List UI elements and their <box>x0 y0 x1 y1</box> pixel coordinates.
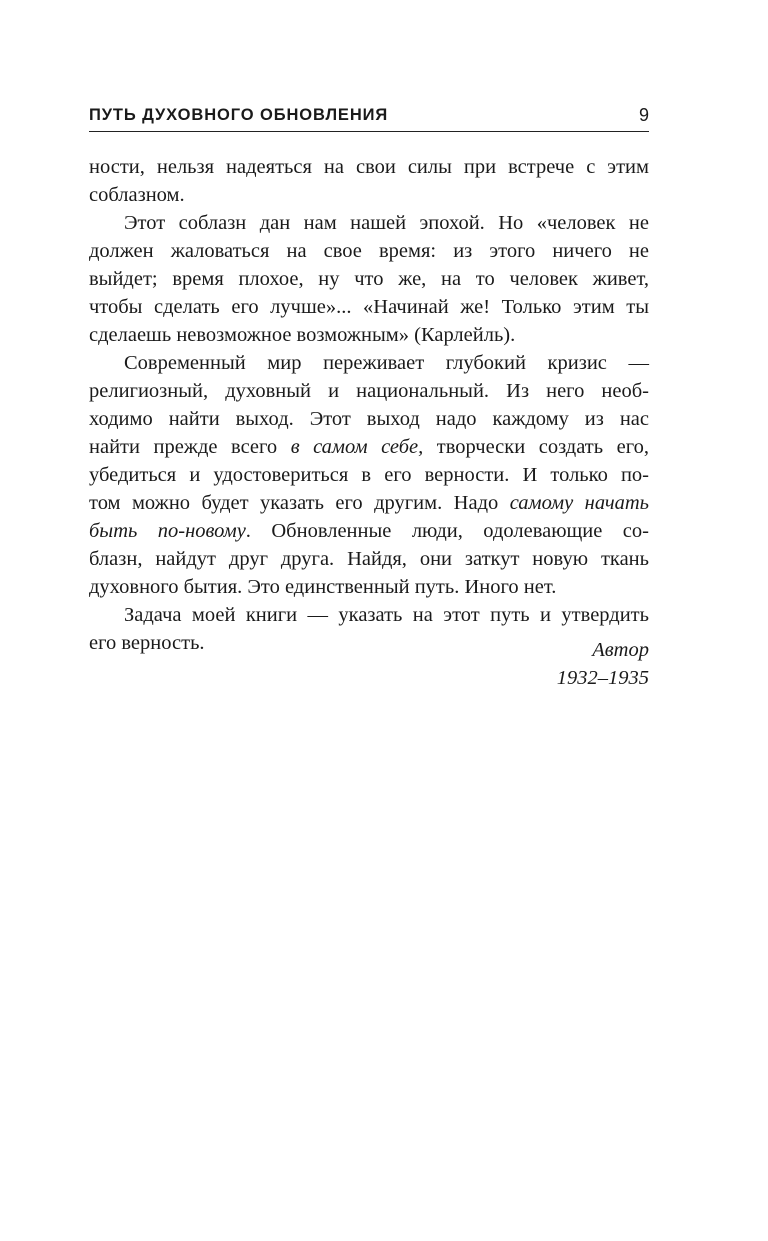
emphasis-text: самому начать <box>509 492 649 514</box>
text-line: выйдет; время плохое, ну что же, на то человек живет, <box>89 268 649 290</box>
text-segment: том можно будет указать его другим. Надо <box>89 492 510 514</box>
text-line: соблазном. <box>89 184 185 206</box>
text-line: ходимо найти выход. Этот выход надо каждому из нас <box>89 408 649 430</box>
signature-years: 1932–1935 <box>556 667 649 689</box>
text-line-with-emphasis <box>89 489 649 517</box>
signature-block <box>557 636 649 692</box>
text-line: его верность. <box>89 632 205 654</box>
text-line: Этот соблазн дан нам нашей эпохой. Но «человек не <box>124 212 649 234</box>
text-line: чтобы сделать его лучше»... «Начинай же! Только этим ты <box>89 296 649 318</box>
text-line: блазн, найдут друг друга. Найдя, они заткут новую ткань <box>89 548 649 570</box>
text-line-with-emphasis <box>89 433 649 461</box>
signature-author: Автор <box>592 639 649 661</box>
text-line: должен жаловаться на свое время: из этого ничего не <box>89 240 649 262</box>
page-number: 9 <box>638 105 649 125</box>
header-rule <box>89 131 649 132</box>
text-line: сделаешь невозможное возможным» (Карлейль). <box>89 324 516 346</box>
text-segment: . Обновленные люди, одолевающие со- <box>245 520 649 542</box>
text-segment: творчески создать его, <box>423 436 649 458</box>
emphasis-text: быть по-новому <box>89 520 246 542</box>
text-line: убедиться и удостовериться в его верности. И только по- <box>89 464 649 486</box>
running-header <box>89 104 649 130</box>
text-line: Современный мир переживает глубокий кризис — <box>124 352 649 374</box>
text-line: ности, нельзя надеяться на свои силы при встрече с этим <box>89 156 649 178</box>
text-line: духовного бытия. Это единственный путь. Иного нет. <box>89 576 557 598</box>
text-line: религиозный, духовный и национальный. Из него необ- <box>89 380 649 402</box>
body-text <box>89 153 649 657</box>
text-line: Задача моей книги — указать на этот путь и утвердить <box>124 604 649 626</box>
text-segment: найти прежде всего <box>89 436 291 458</box>
running-title: ПУТЬ ДУХОВНОГО ОБНОВЛЕНИЯ <box>89 106 389 124</box>
emphasis-text: в самом себе, <box>290 436 424 458</box>
text-line-with-emphasis <box>89 517 649 545</box>
